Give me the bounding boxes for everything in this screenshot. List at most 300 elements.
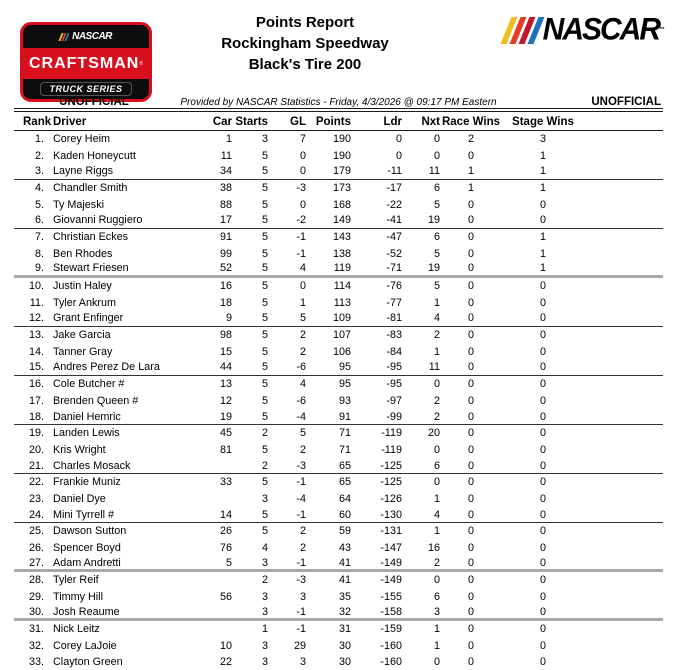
column-header-starts: Starts (235, 116, 268, 128)
table-row (14, 556, 663, 572)
gl-cell: 2 (299, 345, 306, 358)
stagewins-cell: 0 (539, 410, 546, 423)
nascar-wordmark: NASCAR (542, 12, 659, 47)
car-cell: 9 (225, 312, 232, 325)
column-header-race-wins: Race Wins (441, 116, 501, 128)
stagewins-cell: 0 (539, 296, 546, 309)
points-cell: 95 (338, 378, 351, 391)
stagewins-cell: 1 (539, 262, 546, 275)
stagewins-cell: 0 (539, 574, 546, 587)
nxt-cell: 1 (433, 492, 440, 505)
starts-cell: 5 (261, 345, 268, 358)
nxt-cell: 1 (433, 296, 440, 309)
starts-cell: 3 (261, 656, 268, 669)
car-cell: 19 (219, 410, 232, 423)
gl-cell: 3 (299, 590, 306, 603)
ldr-cell: -160 (380, 639, 402, 652)
table-row (14, 589, 663, 605)
car-cell: 34 (219, 165, 232, 178)
table-row (14, 425, 663, 441)
rank-cell: 33. (28, 656, 44, 669)
rank-cell: 11. (29, 296, 44, 309)
rank-cell: 28. (28, 574, 44, 587)
table-row (14, 147, 663, 163)
rank-cell: 21. (28, 459, 44, 472)
points-cell: 138 (332, 247, 351, 260)
points-cell: 113 (333, 296, 351, 309)
table-row (14, 278, 663, 294)
gl-cell: 2 (299, 329, 306, 342)
gl-cell: 4 (299, 378, 306, 391)
rank-cell: 6. (34, 214, 44, 227)
car-cell: 16 (219, 280, 232, 293)
points-cell: 31 (338, 623, 351, 636)
gl-cell: 29 (293, 639, 306, 652)
racewins-cell: 0 (467, 541, 474, 554)
racewins-cell: 0 (467, 574, 474, 587)
stagewins-cell: 0 (539, 459, 546, 472)
racewins-cell: 0 (467, 214, 474, 227)
nxt-cell: 0 (433, 476, 440, 489)
driver-cell: Grant Enfinger (53, 312, 124, 325)
stagewins-cell: 0 (539, 476, 546, 489)
starts-cell: 2 (261, 459, 268, 472)
driver-cell: Corey LaJoie (53, 639, 117, 652)
car-cell: 98 (219, 329, 232, 342)
nxt-cell: 6 (433, 590, 440, 603)
car-cell: 15 (219, 345, 232, 358)
starts-cell: 5 (261, 312, 268, 325)
table-row (14, 327, 663, 343)
starts-cell: 5 (261, 198, 268, 211)
points-cell: 43 (338, 541, 351, 554)
rank-cell: 15. (28, 361, 44, 374)
starts-cell: 4 (261, 541, 268, 554)
gl-cell: -3 (296, 574, 306, 587)
rank-cell: 18. (28, 410, 44, 423)
car-cell: 14 (219, 508, 232, 521)
table-row (14, 621, 663, 637)
ldr-cell: -158 (380, 605, 402, 618)
rank-cell: 17. (28, 394, 44, 407)
gl-cell: 0 (299, 149, 306, 162)
column-header-ldr: Ldr (383, 116, 402, 128)
table-header-row (14, 114, 663, 131)
nxt-cell: 1 (433, 345, 440, 358)
report-title-line1: Points Report (255, 14, 355, 31)
racewins-cell: 0 (467, 329, 474, 342)
driver-cell: Daniel Hemric (53, 410, 121, 423)
driver-cell: Charles Mosack (53, 459, 131, 472)
starts-cell: 5 (261, 378, 268, 391)
unofficial-label-left: UNOFFICIAL (59, 96, 129, 108)
table-row (14, 229, 663, 245)
rank-cell: 31. (28, 623, 44, 636)
rank-cell: 27. (28, 556, 44, 569)
nxt-cell: 20 (427, 427, 440, 440)
gl-cell: -1 (296, 247, 306, 260)
nascar-stripes-icon (500, 17, 544, 44)
points-cell: 41 (338, 574, 351, 587)
stagewins-cell: 0 (539, 443, 546, 456)
gl-cell: -4 (296, 410, 306, 423)
starts-cell: 5 (261, 231, 268, 244)
table-row (14, 523, 663, 539)
table-row (14, 507, 663, 523)
gl-cell: 0 (299, 198, 306, 211)
gl-cell: 0 (299, 165, 306, 178)
starts-cell: 5 (261, 476, 268, 489)
rank-cell: 16. (28, 378, 44, 391)
stagewins-cell: 0 (539, 508, 546, 521)
driver-cell: Adam Andretti (53, 556, 121, 569)
rank-cell: 14. (28, 345, 44, 358)
points-cell: 71 (338, 443, 351, 456)
driver-cell: Daniel Dye (53, 492, 106, 505)
ldr-cell: 0 (395, 133, 402, 146)
nxt-cell: 19 (427, 214, 440, 227)
ldr-cell: -147 (380, 541, 402, 554)
table-row (14, 474, 663, 490)
ldr-cell: -17 (386, 182, 402, 195)
rank-cell: 22. (28, 476, 44, 489)
driver-cell: Timmy Hill (53, 590, 103, 603)
registered-mark-icon: ® (139, 60, 143, 67)
ldr-cell: -131 (380, 525, 402, 538)
rank-cell: 8. (34, 247, 44, 260)
rank-cell: 25. (28, 525, 44, 538)
starts-cell: 5 (261, 262, 268, 275)
racewins-cell: 0 (467, 410, 474, 423)
starts-cell: 5 (261, 361, 268, 374)
rank-cell: 32. (28, 639, 44, 652)
gl-cell: -1 (296, 231, 306, 244)
ldr-cell: -41 (386, 214, 402, 227)
starts-cell: 5 (261, 296, 268, 309)
nxt-cell: 0 (433, 656, 440, 669)
racewins-cell: 0 (467, 443, 474, 456)
points-cell: 41 (338, 556, 351, 569)
ldr-cell: -149 (380, 574, 402, 587)
driver-cell: Tanner Gray (53, 345, 113, 358)
driver-cell: Kris Wright (53, 443, 106, 456)
starts-cell: 5 (261, 443, 268, 456)
stagewins-cell: 1 (539, 149, 546, 162)
car-cell: 5 (225, 556, 232, 569)
nxt-cell: 19 (427, 262, 440, 275)
gl-cell: 1 (299, 296, 306, 309)
driver-cell: Ty Majeski (53, 198, 104, 211)
gl-cell: 3 (299, 656, 306, 669)
car-cell: 10 (219, 639, 232, 652)
driver-cell: Jake Garcia (53, 329, 111, 342)
racewins-cell: 0 (467, 590, 474, 603)
rank-cell: 9. (34, 262, 44, 275)
rank-cell: 29. (28, 590, 44, 603)
starts-cell: 3 (261, 590, 268, 603)
car-cell: 52 (219, 262, 232, 275)
racewins-cell: 1 (467, 165, 474, 178)
rank-cell: 19. (28, 427, 44, 440)
points-cell: 190 (332, 149, 351, 162)
starts-cell: 5 (261, 247, 268, 260)
ldr-cell: -125 (380, 459, 402, 472)
gl-cell: 5 (299, 427, 306, 440)
ldr-cell: -22 (386, 198, 402, 211)
nxt-cell: 1 (433, 639, 440, 652)
unofficial-label-right: UNOFFICIAL (591, 96, 661, 108)
ldr-cell: -77 (386, 296, 402, 309)
gl-cell: -6 (296, 394, 306, 407)
points-cell: 109 (332, 312, 351, 325)
gl-cell: -6 (296, 361, 306, 374)
nxt-cell: 2 (433, 329, 440, 342)
points-cell: 119 (333, 262, 351, 275)
starts-cell: 5 (261, 280, 268, 293)
table-row (14, 393, 663, 409)
table-row (14, 164, 663, 180)
stagewins-cell: 0 (539, 605, 546, 618)
points-cell: 149 (332, 214, 351, 227)
rank-cell: 7. (34, 231, 44, 244)
double-rule-divider (14, 108, 663, 112)
gl-cell: 0 (299, 280, 306, 293)
ldr-cell: -126 (380, 492, 402, 505)
racewins-cell: 0 (467, 459, 474, 472)
car-cell: 17 (219, 214, 232, 227)
nxt-cell: 11 (428, 165, 440, 178)
stagewins-cell: 0 (539, 525, 546, 538)
points-cell: 91 (338, 410, 351, 423)
driver-cell: Tyler Ankrum (53, 296, 116, 309)
driver-cell: Corey Heim (53, 133, 110, 146)
rank-cell: 5. (34, 198, 44, 211)
points-cell: 35 (338, 590, 351, 603)
driver-cell: Kaden Honeycutt (53, 149, 136, 162)
gl-cell: -3 (296, 459, 306, 472)
racewins-cell: 0 (467, 623, 474, 636)
racewins-cell: 0 (467, 394, 474, 407)
points-table (14, 114, 663, 670)
points-cell: 30 (338, 639, 351, 652)
stagewins-cell: 0 (539, 198, 546, 211)
provided-by-text: Provided by NASCAR Statistics - Friday, 4/3/2026 @ 09:17 PM Eastern (180, 97, 497, 108)
nxt-cell: 6 (433, 459, 440, 472)
table-row (14, 605, 663, 621)
racewins-cell: 2 (467, 133, 474, 146)
points-cell: 168 (332, 198, 351, 211)
ldr-cell: 0 (395, 149, 402, 162)
car-cell: 44 (219, 361, 232, 374)
racewins-cell: 0 (467, 361, 474, 374)
starts-cell: 5 (261, 214, 268, 227)
nxt-cell: 11 (428, 361, 440, 374)
ldr-cell: -155 (380, 590, 402, 603)
nxt-cell: 0 (433, 443, 440, 456)
nxt-cell: 0 (433, 133, 440, 146)
table-row (14, 360, 663, 376)
rank-cell: 12. (28, 312, 44, 325)
nxt-cell: 6 (433, 182, 440, 195)
driver-cell: Brenden Queen # (53, 394, 139, 407)
rank-cell: 10. (28, 280, 44, 293)
ldr-cell: -95 (386, 361, 402, 374)
gl-cell: 2 (299, 541, 306, 554)
gl-cell: -1 (296, 623, 306, 636)
driver-cell: Frankie Muniz (53, 476, 121, 489)
ldr-cell: -84 (386, 345, 402, 358)
racewins-cell: 0 (467, 231, 474, 244)
ldr-cell: -81 (386, 312, 402, 325)
rank-cell: 3. (34, 165, 44, 178)
rank-cell: 20. (28, 443, 44, 456)
racewins-cell: 1 (467, 182, 474, 195)
gl-cell: -1 (296, 605, 306, 618)
nxt-cell: 4 (433, 508, 440, 521)
starts-cell: 2 (261, 574, 268, 587)
car-cell: 11 (220, 149, 232, 162)
stagewins-cell: 1 (539, 247, 546, 260)
racewins-cell: 0 (467, 296, 474, 309)
nxt-cell: 2 (433, 556, 440, 569)
stagewins-cell: 0 (539, 492, 546, 505)
driver-cell: Tyler Reif (53, 574, 99, 587)
racewins-cell: 0 (467, 492, 474, 505)
stagewins-cell: 3 (539, 133, 546, 146)
driver-cell: Andres Perez De Lara (53, 361, 160, 374)
gl-cell: 7 (299, 133, 306, 146)
craftsman-truck-series-logo (20, 22, 152, 102)
table-row (14, 540, 663, 556)
logo-nascar-band (23, 25, 149, 48)
stagewins-cell: 0 (539, 214, 546, 227)
starts-cell: 5 (261, 165, 268, 178)
table-row (14, 180, 663, 196)
stagewins-cell: 1 (539, 231, 546, 244)
driver-cell: Landen Lewis (53, 427, 120, 440)
ldr-cell: -159 (380, 623, 402, 636)
stagewins-cell: 0 (539, 639, 546, 652)
nascar-stripes-icon (58, 33, 69, 41)
driver-cell: Clayton Green (53, 656, 123, 669)
points-cell: 59 (338, 525, 351, 538)
racewins-cell: 0 (467, 280, 474, 293)
driver-cell: Josh Reaume (53, 605, 120, 618)
table-row (14, 294, 663, 310)
column-header-nxt: Nxt (421, 116, 440, 128)
driver-cell: Layne Riggs (53, 165, 114, 178)
car-cell: 1 (225, 133, 232, 146)
racewins-cell: 0 (467, 508, 474, 521)
points-cell: 64 (338, 492, 351, 505)
ldr-cell: -97 (386, 394, 402, 407)
nxt-cell: 0 (433, 149, 440, 162)
nxt-cell: 4 (433, 312, 440, 325)
table-row (14, 196, 663, 212)
report-title-line3: Black's Tire 200 (248, 56, 362, 73)
ldr-cell: -76 (386, 280, 402, 293)
report-title (150, 12, 460, 75)
driver-cell: Chandler Smith (53, 182, 128, 195)
stagewins-cell: 0 (539, 656, 546, 669)
table-row (14, 262, 663, 278)
driver-cell: Ben Rhodes (53, 247, 113, 260)
table-row (14, 343, 663, 359)
driver-cell: Nick Leitz (53, 623, 100, 636)
car-cell: 76 (219, 541, 232, 554)
nxt-cell: 0 (433, 378, 440, 391)
logo-craftsman-band (23, 48, 149, 79)
car-cell: 56 (219, 590, 232, 603)
nxt-cell: 16 (427, 541, 440, 554)
gl-cell: -4 (296, 492, 306, 505)
points-cell: 173 (332, 182, 351, 195)
ldr-cell: -83 (386, 329, 402, 342)
racewins-cell: 0 (467, 247, 474, 260)
racewins-cell: 0 (467, 427, 474, 440)
points-cell: 93 (338, 394, 351, 407)
racewins-cell: 0 (467, 378, 474, 391)
ldr-cell: -119 (381, 443, 402, 456)
points-cell: 32 (338, 605, 351, 618)
gl-cell: 2 (299, 525, 306, 538)
column-header-rank: Rank (23, 116, 52, 128)
driver-cell: Mini Tyrrell # (53, 508, 114, 521)
gl-cell: 5 (299, 312, 306, 325)
starts-cell: 3 (261, 492, 268, 505)
ldr-cell: -47 (386, 231, 402, 244)
car-cell: 26 (219, 525, 232, 538)
ldr-cell: -99 (386, 410, 402, 423)
stagewins-cell: 0 (539, 541, 546, 554)
starts-cell: 3 (261, 133, 268, 146)
table-row (14, 213, 663, 229)
stagewins-cell: 0 (539, 329, 546, 342)
stagewins-cell: 0 (539, 623, 546, 636)
driver-cell: Dawson Sutton (53, 525, 127, 538)
table-row (14, 458, 663, 474)
points-cell: 114 (333, 280, 351, 293)
starts-cell: 5 (261, 508, 268, 521)
points-cell: 179 (332, 165, 351, 178)
rank-cell: 4. (34, 182, 44, 195)
column-header-driver: Driver (53, 116, 87, 128)
ldr-cell: -95 (386, 378, 402, 391)
trademark-icon: ™ (659, 27, 665, 33)
gl-cell: -2 (296, 214, 306, 227)
points-cell: 190 (332, 133, 351, 146)
racewins-cell: 0 (467, 656, 474, 669)
car-cell: 18 (219, 296, 232, 309)
racewins-cell: 0 (467, 639, 474, 652)
racewins-cell: 0 (467, 262, 474, 275)
driver-cell: Spencer Boyd (53, 541, 121, 554)
nxt-cell: 6 (433, 231, 440, 244)
points-cell: 95 (338, 361, 351, 374)
starts-cell: 5 (261, 410, 268, 423)
nxt-cell: 5 (433, 280, 440, 293)
car-cell: 45 (219, 427, 232, 440)
racewins-cell: 0 (467, 149, 474, 162)
car-cell: 12 (219, 394, 232, 407)
stagewins-cell: 0 (539, 427, 546, 440)
stagewins-cell: 0 (539, 312, 546, 325)
table-row (14, 442, 663, 458)
table-row (14, 311, 663, 327)
ldr-cell: -149 (380, 556, 402, 569)
ldr-cell: -130 (380, 508, 402, 521)
nxt-cell: 5 (433, 198, 440, 211)
